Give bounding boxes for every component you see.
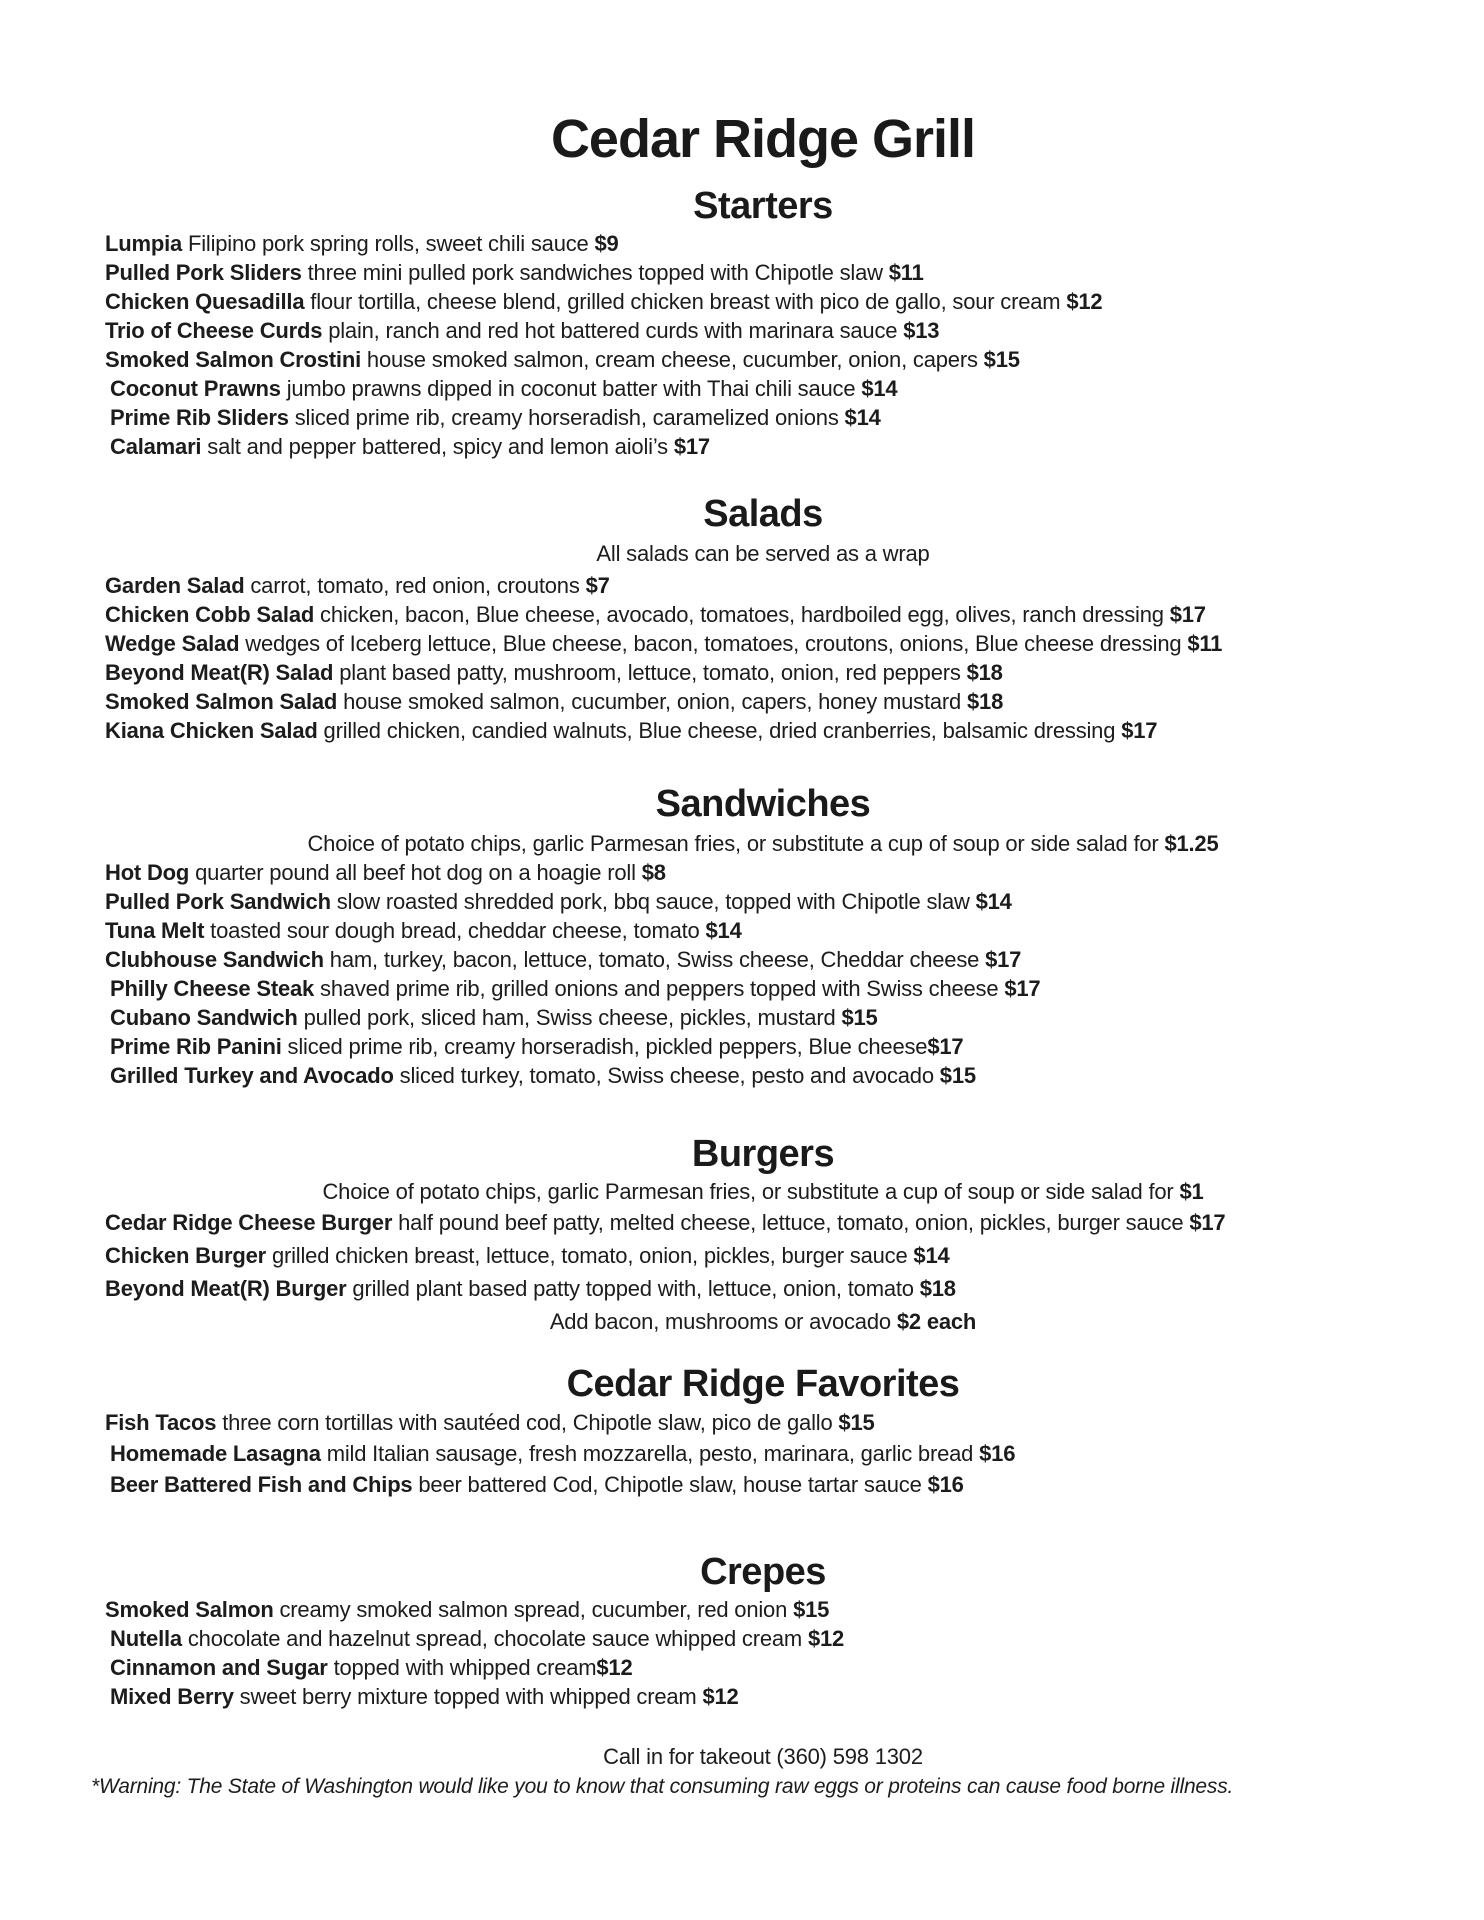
item-description: plant based patty, mushroom, lettuce, tomato, onion, red peppers: [339, 660, 961, 685]
item-description: wedges of Iceberg lettuce, Blue cheese, bacon, tomatoes, croutons, onions, Blue cheese dressing: [245, 631, 1182, 656]
item-description: half pound beef patty, melted cheese, lettuce, tomato, onion, pickles, burger sauce: [398, 1210, 1184, 1235]
page-title: Cedar Ridge Grill: [550, 109, 976, 169]
item-name: Lumpia: [105, 231, 183, 256]
item-description: sliced prime rib, creamy horseradish, caramelized onions: [294, 405, 839, 430]
item-price: $18: [967, 689, 1004, 714]
item-name: Pulled Pork Sandwich: [105, 889, 331, 914]
item-name: Homemade Lasagna: [110, 1441, 321, 1466]
item-description: Filipino pork spring rolls, sweet chili sauce: [187, 231, 589, 256]
menu-item: [105, 1239, 1421, 1272]
items-list: [105, 229, 1421, 461]
item-price: $15: [838, 1410, 875, 1435]
subtitle-text: All salads can be served as a wrap: [596, 541, 930, 566]
item-price: $18: [966, 660, 1003, 685]
item-price: $12: [807, 1626, 845, 1651]
item-description: sliced prime rib, creamy horseradish, pickled peppers, Blue cheese: [287, 1034, 928, 1059]
subtitle-text: Choice of potato chips, garlic Parmesan fries, or substitute a cup of soup or side salad for: [307, 831, 1159, 856]
items-list: [105, 858, 1421, 1090]
item-price: $17: [1121, 718, 1158, 743]
item-price: $17: [1189, 1210, 1226, 1235]
item-price: $16: [979, 1441, 1016, 1466]
item-name: Trio of Cheese Curds: [105, 318, 323, 343]
item-description: salt and pepper battered, spicy and lemon aioli’s: [207, 434, 668, 459]
menu-item: [105, 258, 1421, 287]
items-list: [105, 571, 1421, 745]
section-sandwiches: [105, 781, 1421, 1090]
menu-item: [105, 374, 1421, 403]
item-price: $14: [844, 405, 881, 430]
menu-item: [105, 687, 1421, 716]
items-list: [105, 1206, 1421, 1305]
note-text: Add bacon, mushrooms or avocado: [549, 1309, 891, 1334]
item-name: Cinnamon and Sugar: [110, 1655, 328, 1680]
item-description: grilled chicken breast, lettuce, tomato, onion, pickles, burger sauce: [271, 1243, 908, 1268]
item-description: house smoked salmon, cucumber, onion, capers, honey mustard: [343, 689, 962, 714]
item-description: toasted sour dough bread, cheddar cheese, tomato: [210, 918, 700, 943]
menu-item: [105, 403, 1421, 432]
item-name: Hot Dog: [105, 860, 190, 885]
section-heading: Sandwiches: [655, 783, 871, 825]
section-heading: Cedar Ridge Favorites: [566, 1363, 960, 1405]
item-price: $17: [1169, 602, 1206, 627]
takeout-line: Call in for takeout (360) 598 1302: [603, 1744, 923, 1769]
section-heading: Burgers: [691, 1133, 835, 1175]
item-description: sliced turkey, tomato, Swiss cheese, pesto and avocado: [399, 1063, 934, 1088]
menu-item: [105, 974, 1421, 1003]
section-heading: Salads: [703, 493, 823, 535]
item-name: Chicken Quesadilla: [105, 289, 305, 314]
item-name: Smoked Salmon: [105, 1597, 274, 1622]
menu-item: [105, 1061, 1421, 1090]
item-description: quarter pound all beef hot dog on a hoagie roll: [195, 860, 636, 885]
item-description: jumbo prawns dipped in coconut batter with Thai chili sauce: [286, 376, 856, 401]
item-name: Calamari: [110, 434, 202, 459]
menu-item: [105, 1595, 1421, 1624]
section-heading: Starters: [693, 185, 833, 227]
item-name: Cedar Ridge Cheese Burger: [105, 1210, 393, 1235]
item-price: $16: [927, 1472, 964, 1497]
menu-item: [105, 629, 1421, 658]
item-price: $14: [861, 376, 898, 401]
item-description: chicken, bacon, Blue cheese, avocado, tomatoes, hardboiled egg, olives, ranch dressing: [320, 602, 1164, 627]
menu-item: [105, 1003, 1421, 1032]
item-description: creamy smoked salmon spread, cucumber, red onion: [279, 1597, 788, 1622]
section-burgers: [105, 1131, 1421, 1338]
menu-item: [105, 1469, 1421, 1500]
item-name: Prime Rib Sliders: [110, 405, 289, 430]
item-price: $18: [919, 1276, 956, 1301]
item-price: $12: [596, 1655, 633, 1680]
section-salads: [105, 491, 1421, 745]
items-list: [105, 1407, 1421, 1500]
item-price: $14: [705, 918, 742, 943]
menu-item: [105, 1653, 1421, 1682]
note-price: $2 each: [896, 1309, 977, 1334]
menu-item: [105, 916, 1421, 945]
menu-sections: [105, 183, 1421, 1711]
item-price: $14: [913, 1243, 950, 1268]
item-name: Kiana Chicken Salad: [105, 718, 318, 743]
item-description: pulled pork, sliced ham, Swiss cheese, pickles, mustard: [303, 1005, 836, 1030]
item-price: $17: [985, 947, 1022, 972]
item-name: Prime Rib Panini: [110, 1034, 282, 1059]
item-description: shaved prime rib, grilled onions and peppers topped with Swiss cheese: [320, 976, 999, 1001]
subtitle-price: $1.25: [1164, 831, 1219, 856]
item-name: Pulled Pork Sliders: [105, 260, 302, 285]
section-subtitle: [105, 829, 1421, 858]
item-name: Smoked Salmon Salad: [105, 689, 338, 714]
section-note: [105, 1305, 1421, 1338]
menu-item: [105, 600, 1421, 629]
warning-line: *Warning: The State of Washington would like you to know that consuming raw eggs or proteins can cause food borne illness.: [91, 1775, 1234, 1798]
menu-item: [105, 316, 1421, 345]
item-price: $12: [1066, 289, 1103, 314]
menu-item: [105, 1272, 1421, 1305]
menu-item: [105, 1032, 1421, 1061]
item-name: Mixed Berry: [110, 1684, 234, 1709]
item-description: grilled plant based patty topped with, lettuce, onion, tomato: [352, 1276, 914, 1301]
item-price: $17: [673, 434, 710, 459]
item-name: Smoked Salmon Crostini: [105, 347, 361, 372]
section-favorites: [105, 1361, 1421, 1500]
item-price: $15: [841, 1005, 878, 1030]
menu-item: [105, 1682, 1421, 1711]
menu-item: [105, 229, 1421, 258]
menu-item: [105, 1438, 1421, 1469]
item-name: Nutella: [110, 1626, 182, 1651]
item-name: Beer Battered Fish and Chips: [110, 1472, 413, 1497]
item-description: beer battered Cod, Chipotle slaw, house tartar sauce: [418, 1472, 922, 1497]
menu-item: [105, 1624, 1421, 1653]
item-name: Beyond Meat(R) Burger: [105, 1276, 347, 1301]
item-name: Beyond Meat(R) Salad: [105, 660, 334, 685]
menu-item: [105, 1206, 1421, 1239]
item-price: $14: [975, 889, 1012, 914]
section-starters: [105, 183, 1421, 461]
section-subtitle: [105, 539, 1421, 568]
item-price: $11: [1187, 631, 1223, 656]
menu-item: [105, 716, 1421, 745]
menu-item: [105, 345, 1421, 374]
menu-item: [105, 658, 1421, 687]
item-name: Fish Tacos: [105, 1410, 217, 1435]
item-name: Coconut Prawns: [110, 376, 281, 401]
menu-item: [105, 887, 1421, 916]
item-price: $17: [927, 1034, 964, 1059]
item-description: chocolate and hazelnut spread, chocolate sauce whipped cream: [187, 1626, 803, 1651]
item-description: house smoked salmon, cream cheese, cucumber, onion, capers: [366, 347, 978, 372]
section-crepes: [105, 1549, 1421, 1711]
item-name: Tuna Melt: [105, 918, 205, 943]
item-name: Wedge Salad: [105, 631, 240, 656]
menu-item: [105, 287, 1421, 316]
item-name: Cubano Sandwich: [110, 1005, 298, 1030]
section-heading: Crepes: [700, 1551, 826, 1593]
item-description: flour tortilla, cheese blend, grilled chicken breast with pico de gallo, sour cream: [310, 289, 1061, 314]
menu-item: [105, 945, 1421, 974]
item-name: Grilled Turkey and Avocado: [110, 1063, 394, 1088]
item-price: $15: [983, 347, 1020, 372]
item-description: topped with whipped cream: [333, 1655, 597, 1680]
item-description: plain, ranch and red hot battered curds with marinara sauce: [328, 318, 898, 343]
menu-item: [105, 858, 1421, 887]
item-price: $12: [702, 1684, 739, 1709]
item-description: ham, turkey, bacon, lettuce, tomato, Swiss cheese, Cheddar cheese: [329, 947, 980, 972]
item-price: $17: [1004, 976, 1041, 1001]
subtitle-price: $1: [1179, 1179, 1204, 1204]
item-price: $15: [939, 1063, 976, 1088]
item-description: mild Italian sausage, fresh mozzarella, pesto, marinara, garlic bread: [326, 1441, 974, 1466]
item-description: sweet berry mixture topped with whipped cream: [239, 1684, 697, 1709]
item-price: $7: [585, 573, 610, 598]
items-list: [105, 1595, 1421, 1711]
item-price: $15: [793, 1597, 830, 1622]
item-price: $13: [903, 318, 940, 343]
menu-item: [105, 1407, 1421, 1438]
item-price: $9: [594, 231, 619, 256]
item-description: three mini pulled pork sandwiches topped with Chipotle slaw: [307, 260, 883, 285]
item-description: grilled chicken, candied walnuts, Blue cheese, dried cranberries, balsamic dressing: [323, 718, 1116, 743]
subtitle-text: Choice of potato chips, garlic Parmesan fries, or substitute a cup of soup or side salad for: [322, 1179, 1174, 1204]
item-name: Garden Salad: [105, 573, 245, 598]
menu-item: [105, 432, 1421, 461]
item-description: three corn tortillas with sautéed cod, Chipotle slaw, pico de gallo: [222, 1410, 833, 1435]
item-name: Clubhouse Sandwich: [105, 947, 324, 972]
item-description: carrot, tomato, red onion, croutons: [250, 573, 580, 598]
item-price: $8: [641, 860, 666, 885]
item-name: Chicken Burger: [105, 1243, 267, 1268]
section-subtitle: [105, 1177, 1421, 1206]
item-name: Chicken Cobb Salad: [105, 602, 315, 627]
item-price: $11: [888, 260, 924, 285]
menu-item: [105, 571, 1421, 600]
item-description: slow roasted shredded pork, bbq sauce, topped with Chipotle slaw: [336, 889, 970, 914]
item-name: Philly Cheese Steak: [110, 976, 315, 1001]
